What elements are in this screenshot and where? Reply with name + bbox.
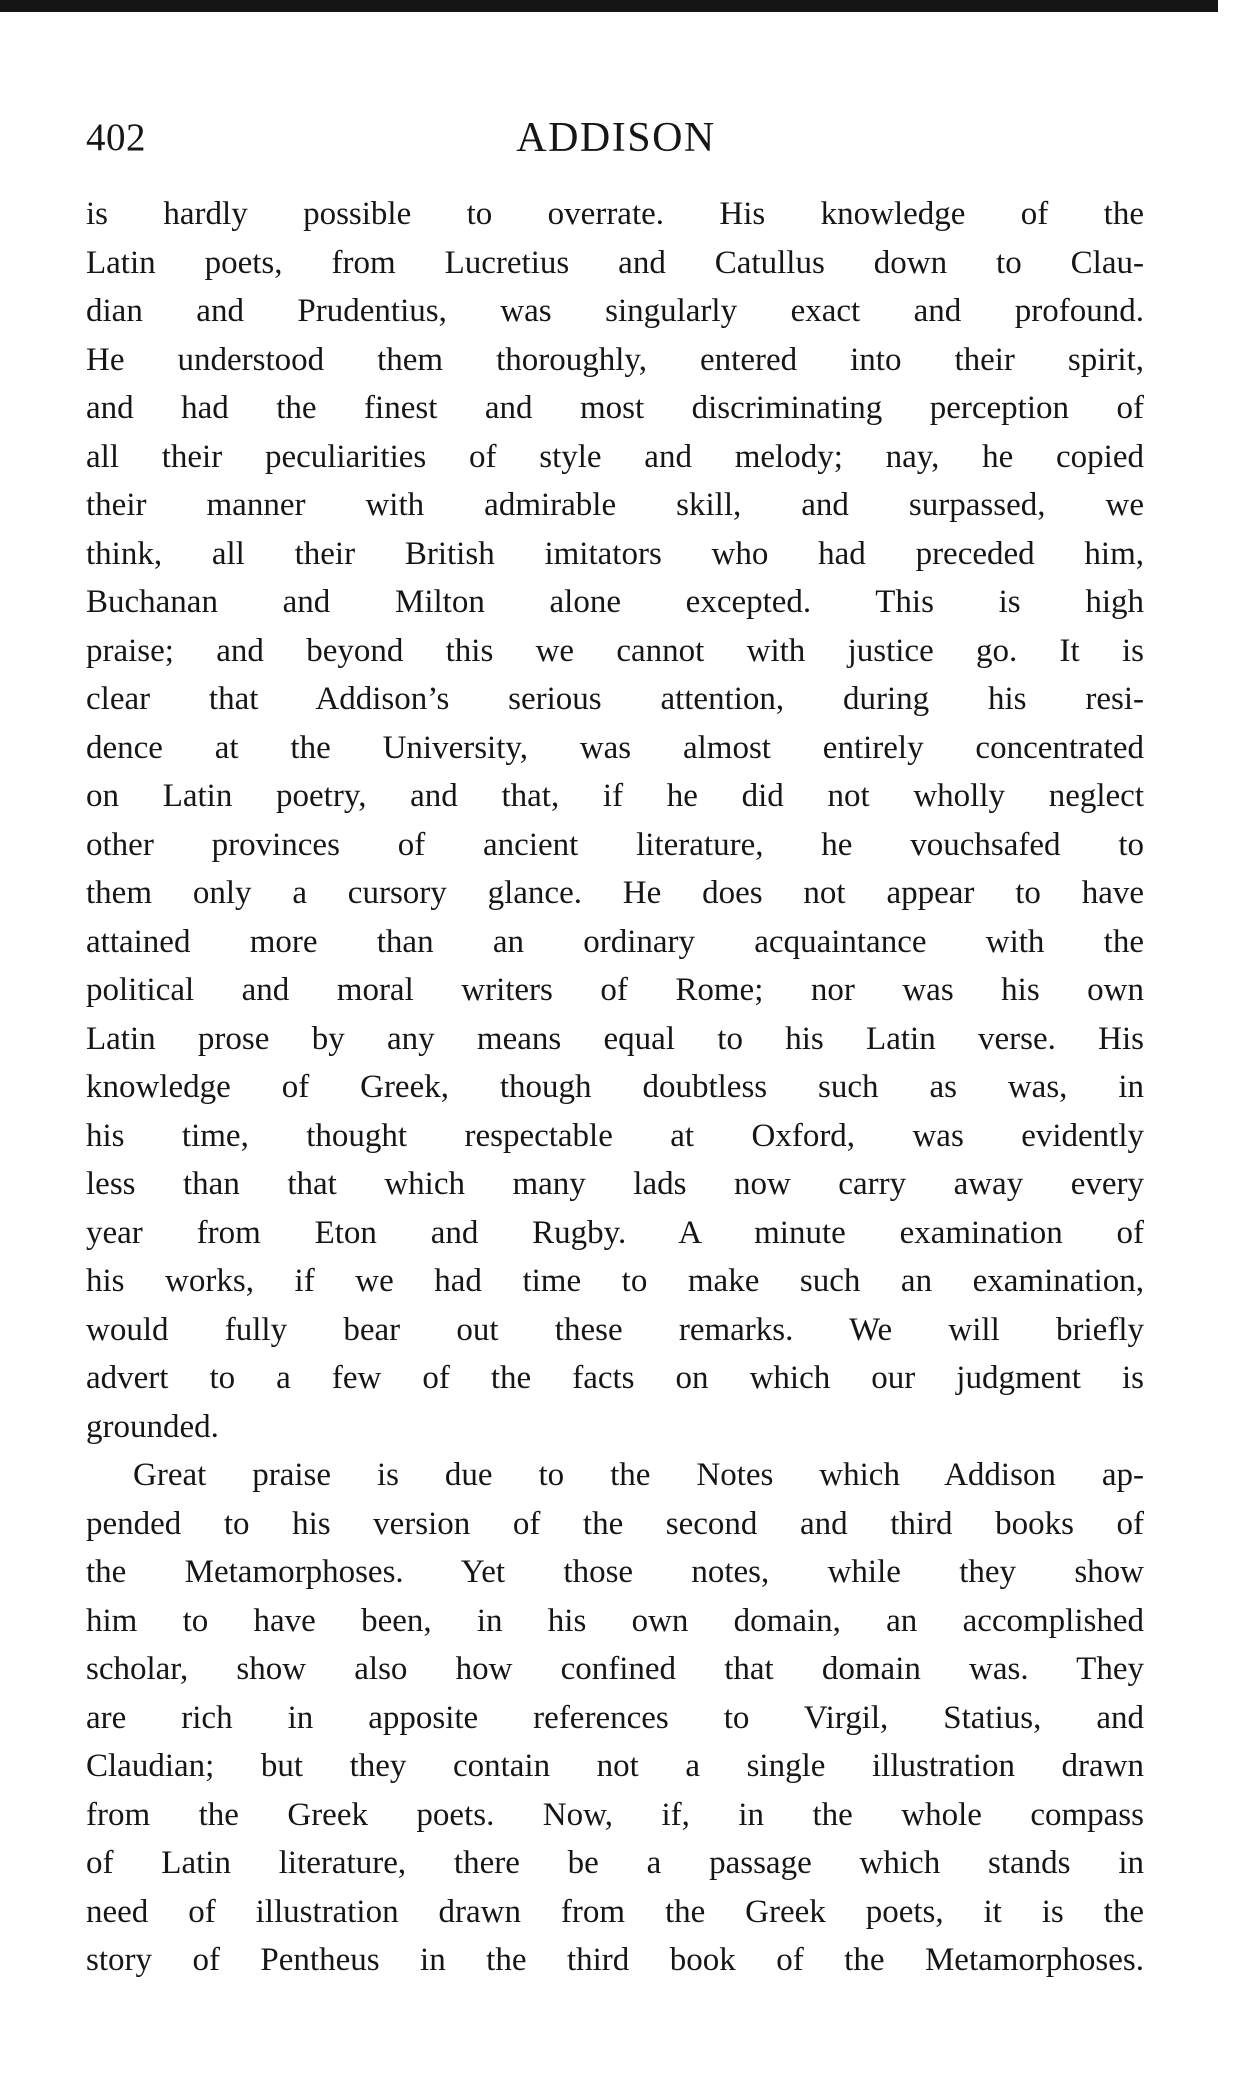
- text-line: less than that which many lads now carry away every: [86, 1166, 1144, 1202]
- text-line: pended to his version of the second and third books of: [86, 1505, 1144, 1542]
- text-line: year from Eton and Rugby. A minute examination of: [86, 1214, 1144, 1251]
- text-line: them only a cursory glance. He does not appear to have: [86, 875, 1144, 911]
- text-line: Latin prose by any means equal to his Latin verse. His: [86, 1020, 1144, 1057]
- text-line: dence at the University, was almost entirely concentrated: [86, 729, 1144, 766]
- text-line: attained more than an ordinary acquaintance with the: [86, 923, 1144, 960]
- body-text: [86, 190, 1144, 1985]
- text-line: Claudian; but they contain not a single illustration drawn: [86, 1748, 1144, 1784]
- text-line: his time, thought respectable at Oxford, was evidently: [86, 1117, 1144, 1154]
- text-line: all their peculiarities of style and melody; nay, he copied: [86, 438, 1144, 475]
- text-line: their manner with admirable skill, and surpassed, we: [86, 487, 1144, 523]
- text-line: of Latin literature, there be a passage which stands in: [86, 1845, 1144, 1881]
- text-line: praise; and beyond this we cannot with justice go. It is: [86, 632, 1144, 669]
- text-line: Latin poets, from Lucretius and Catullus down to Clau-: [86, 244, 1144, 281]
- text-line: on Latin poetry, and that, if he did not wholly neglect: [86, 778, 1144, 814]
- text-line: would fully bear out these remarks. We will briefly: [86, 1311, 1144, 1348]
- text-line: other provinces of ancient literature, he vouchsafed to: [86, 826, 1144, 863]
- text-line: political and moral writers of Rome; nor was his own: [86, 972, 1144, 1008]
- text-line: scholar, show also how confined that domain was. They: [86, 1651, 1144, 1687]
- text-line: the Metamorphoses. Yet those notes, while they show: [86, 1554, 1144, 1590]
- text-line: He understood them thoroughly, entered into their spirit,: [86, 341, 1144, 378]
- text-line: advert to a few of the facts on which our judgment is: [86, 1360, 1144, 1396]
- page-number: 402: [86, 116, 146, 159]
- text-line: are rich in apposite references to Virgil, Statius, and: [86, 1699, 1144, 1736]
- text-line: his works, if we had time to make such an examination,: [86, 1263, 1144, 1299]
- text-line: story of Pentheus in the third book of the Metamorphoses.: [86, 1942, 1144, 1978]
- text-line: think, all their British imitators who had preceded him,: [86, 535, 1144, 572]
- text-line: need of illustration drawn from the Greek poets, it is the: [86, 1893, 1144, 1930]
- text-line: and had the finest and most discriminating perception of: [86, 390, 1144, 426]
- text-line: Buchanan and Milton alone excepted. This is high: [86, 584, 1144, 620]
- text-line: clear that Addison’s serious attention, during his resi-: [86, 681, 1144, 717]
- text-line: knowledge of Greek, though doubtless such as was, in: [86, 1069, 1144, 1105]
- text-line: Great praise is due to the Notes which Addison ap-: [133, 1457, 1144, 1493]
- text-line: grounded.: [86, 1408, 219, 1445]
- page-title: ADDISON: [516, 115, 716, 161]
- text-line: is hardly possible to overrate. His knowledge of the: [86, 196, 1144, 232]
- text-line: dian and Prudentius, was singularly exact and profound.: [86, 293, 1144, 329]
- text-line: him to have been, in his own domain, an accomplished: [86, 1602, 1144, 1639]
- top-border-rule: [0, 0, 1218, 12]
- running-head: [86, 108, 1146, 168]
- text-line: from the Greek poets. Now, if, in the whole compass: [86, 1796, 1144, 1833]
